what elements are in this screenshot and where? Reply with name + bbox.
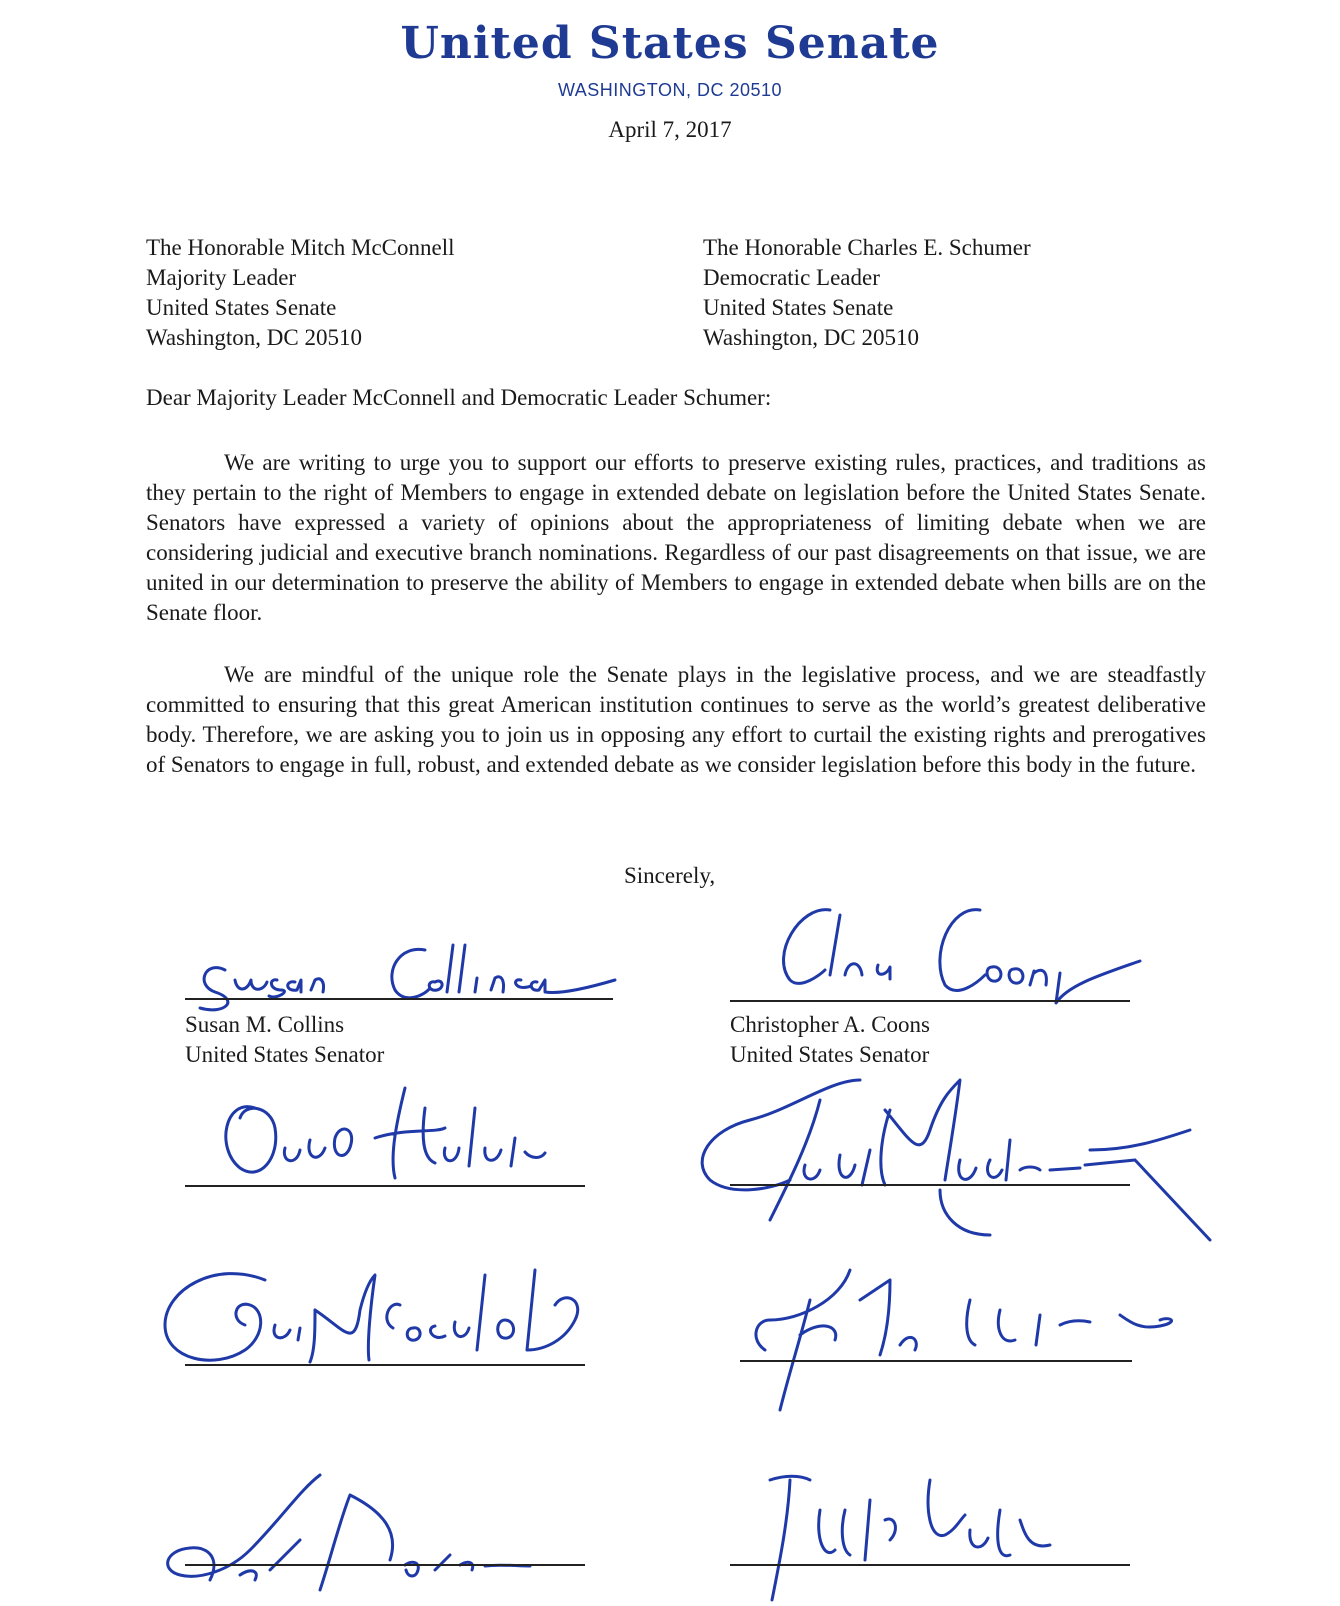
recipient-block-left — [146, 233, 455, 353]
closing: Sincerely, — [624, 863, 716, 888]
recipient-city: Washington, DC 20510 — [703, 325, 920, 350]
signature-line — [185, 1185, 585, 1187]
recipient-org: United States Senate — [703, 295, 894, 320]
salutation: Dear Majority Leader McConnell and Democratic Leader Schumer: — [146, 385, 772, 410]
recipient-block-right — [703, 233, 1031, 353]
recipient-org: United States Senate — [146, 295, 337, 320]
signature-line — [740, 1360, 1132, 1362]
signature-4-ink — [690, 1070, 1250, 1250]
letterhead-title: United States Senate — [400, 18, 940, 69]
signature-collins-ink — [185, 930, 645, 1020]
recipient-city: Washington, DC 20510 — [146, 325, 363, 350]
signature-line — [185, 998, 613, 1000]
signature-7-ink — [150, 1470, 590, 1606]
signature-5-ink — [155, 1250, 655, 1380]
signature-3-ink — [185, 1078, 605, 1188]
recipient-name: The Honorable Charles E. Schumer — [703, 235, 1031, 260]
signer-name-coons: Christopher A. Coons — [730, 1012, 930, 1037]
signature-line — [185, 1564, 585, 1566]
signer-title-coons: United States Senator — [730, 1042, 930, 1067]
recipient-title: Democratic Leader — [703, 265, 880, 290]
signature-line — [185, 1364, 585, 1366]
recipient-title: Majority Leader — [146, 265, 297, 290]
signer-title-collins: United States Senator — [185, 1042, 385, 1067]
recipient-name: The Honorable Mitch McConnell — [146, 235, 455, 260]
signature-6-ink — [740, 1260, 1200, 1430]
letterhead-address: WASHINGTON, DC 20510 — [557, 80, 783, 100]
signer-name-collins: Susan M. Collins — [185, 1012, 345, 1037]
body-paragraph-1: We are writing to urge you to support our efforts to preserve existing rules, practices, and traditions as they pertain to the right of Members to engage in extended debate on legislation before the United States Senate. Senators have expressed a variety of opinions about the appropriateness of limiting debate when we are considering judicial and executive branch nominations. Regardless of our past disagreements on that issue, we are united in our determination to preserve the ability of Members to engage in extended debate when bills are on the Senate floor. — [146, 450, 1206, 625]
body-paragraph-2: We are mindful of the unique role the Senate plays in the legislative process, and we are steadfastly committed to ensuring that this great American institution continues to serve as the world’s greatest deliberative body. Therefore, we are asking you to join us in opposing any effort to curtail the existing rights and prerogatives of Senators to engage in full, robust, and extended debate as we consider legislation before this body in the future. — [146, 662, 1206, 777]
signature-coons-ink — [730, 895, 1170, 1005]
signature-8-ink — [750, 1460, 1150, 1606]
signature-line — [730, 1564, 1130, 1566]
signature-line — [730, 1184, 1130, 1186]
signature-line — [730, 1000, 1130, 1002]
letter-date: April 7, 2017 — [608, 117, 732, 142]
